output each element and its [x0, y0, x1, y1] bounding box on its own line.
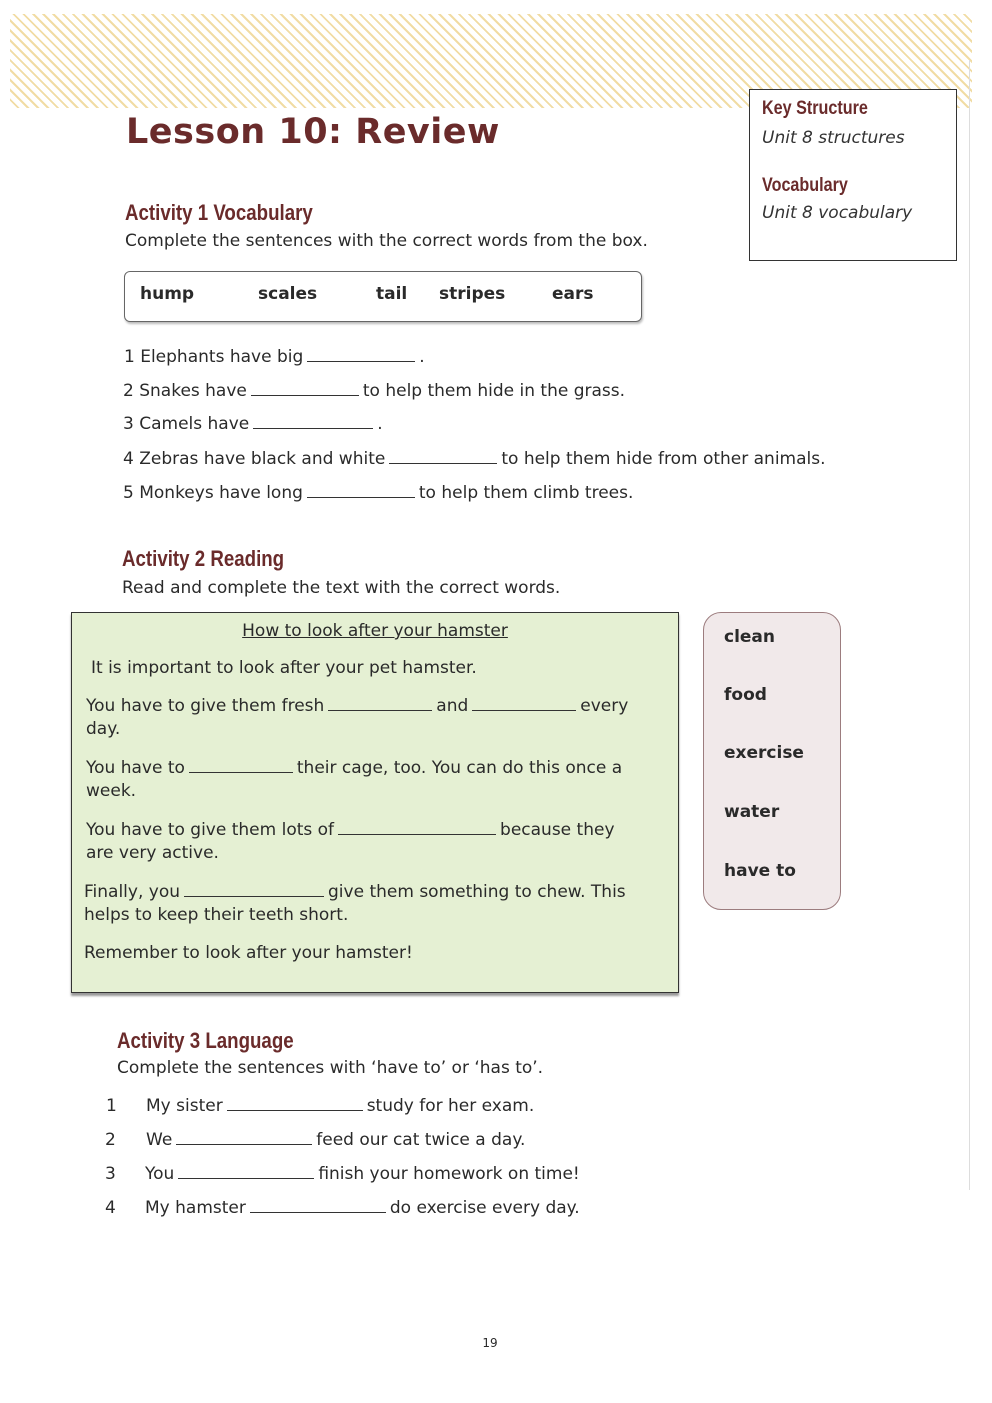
word-stripes: stripes	[439, 284, 506, 304]
word-water: water	[724, 802, 780, 822]
sentence-text: .	[419, 347, 425, 367]
word-have-to: have to	[724, 861, 796, 881]
text: are very active.	[86, 843, 219, 863]
item-number: 1	[106, 1096, 117, 1116]
text: day.	[86, 719, 121, 739]
key-structure-box	[749, 89, 957, 261]
key-structure-heading: Key Structure	[762, 98, 868, 119]
text: their cage, too. You can do this once a	[296, 758, 623, 778]
answer-blank[interactable]	[251, 381, 359, 396]
answer-blank[interactable]	[389, 449, 497, 464]
text: You have to give them lots of	[86, 820, 335, 840]
answer-blank[interactable]	[307, 347, 415, 362]
answer-blank[interactable]	[178, 1164, 314, 1179]
reading-paragraph	[86, 757, 666, 803]
text: week.	[86, 781, 137, 801]
activity3-instruction: Complete the sentences with ‘have to’ or ‘has to’.	[117, 1058, 544, 1078]
key-structure-text: Unit 8 structures	[762, 128, 905, 148]
text: because they	[500, 820, 615, 840]
sentence-text: to help them hide in the grass.	[362, 381, 626, 401]
page-title: Lesson 10: Review	[126, 112, 500, 152]
activity1-sentence	[123, 414, 383, 434]
activity3-item	[105, 1164, 580, 1184]
text: helps to keep their teeth short.	[84, 905, 349, 925]
reading-title-row	[72, 621, 678, 641]
activity1-instruction: Complete the sentences with the correct words from the box.	[125, 231, 648, 251]
activity3-heading: Activity 3 Language	[117, 1028, 294, 1053]
page-edge-line	[969, 60, 970, 1190]
sentence-text: to help them hide from other animals.	[501, 449, 826, 469]
text: study for her exam.	[366, 1096, 535, 1116]
activity1-heading: Activity 1 Vocabulary	[125, 200, 313, 225]
text: You have to	[86, 758, 185, 778]
activity3-item	[106, 1096, 534, 1116]
text: My hamster	[145, 1198, 246, 1218]
activity3-item	[105, 1130, 525, 1150]
text: You have to give them fresh	[86, 696, 325, 716]
answer-blank[interactable]	[307, 483, 415, 498]
reading-paragraph	[86, 819, 666, 865]
answer-blank[interactable]	[328, 696, 432, 711]
sentence-text: to help them climb trees.	[418, 483, 634, 503]
answer-blank[interactable]	[176, 1130, 312, 1145]
reading-paragraph	[84, 881, 664, 927]
item-number: 4	[105, 1198, 116, 1218]
answer-blank[interactable]	[250, 1198, 386, 1213]
reading-text-box	[71, 612, 679, 993]
activity2-word-box	[703, 612, 841, 910]
text: You	[145, 1164, 175, 1184]
word-exercise: exercise	[724, 743, 804, 763]
activity2-heading: Activity 2 Reading	[122, 546, 285, 571]
sentence-text: 4 Zebras have black and white	[123, 449, 386, 469]
text: give them something to chew. This	[328, 882, 626, 902]
word-food: food	[724, 685, 767, 705]
reading-closing: Remember to look after your hamster!	[84, 943, 413, 963]
word-ears: ears	[552, 284, 594, 304]
reading-intro: It is important to look after your pet hamster.	[91, 658, 477, 678]
page-number: 19	[482, 1336, 498, 1350]
sentence-text: 2 Snakes have	[123, 381, 247, 401]
text: We	[146, 1130, 173, 1150]
text: do exercise every day.	[389, 1198, 580, 1218]
reading-title: How to look after your hamster	[242, 621, 508, 641]
sentence-text: 1 Elephants have big	[124, 347, 304, 367]
reading-paragraph	[86, 695, 666, 741]
activity3-item	[105, 1198, 580, 1218]
activity2-instruction: Read and complete the text with the correct words.	[122, 578, 561, 598]
activity1-word-box	[124, 271, 642, 322]
activity1-sentence	[123, 381, 625, 401]
answer-blank[interactable]	[338, 820, 496, 835]
answer-blank[interactable]	[227, 1096, 363, 1111]
word-hump: hump	[140, 284, 195, 304]
word-scales: scales	[258, 284, 318, 304]
answer-blank[interactable]	[184, 882, 324, 897]
vocabulary-heading: Vocabulary	[762, 175, 848, 196]
word-clean: clean	[724, 627, 776, 647]
text: feed our cat twice a day.	[316, 1130, 526, 1150]
text: and	[436, 696, 469, 716]
item-number: 2	[105, 1130, 116, 1150]
sentence-text: .	[377, 414, 383, 434]
vocabulary-text: Unit 8 vocabulary	[762, 203, 913, 223]
sentence-text: 5 Monkeys have long	[123, 483, 303, 503]
word-tail: tail	[376, 284, 408, 304]
item-number: 3	[105, 1164, 116, 1184]
activity1-sentence	[123, 449, 826, 469]
answer-blank[interactable]	[472, 696, 576, 711]
activity1-sentence	[124, 347, 425, 367]
text: Finally, you	[84, 882, 181, 902]
activity1-sentence	[123, 483, 633, 503]
text: finish your homework on time!	[318, 1164, 580, 1184]
answer-blank[interactable]	[253, 414, 373, 429]
answer-blank[interactable]	[189, 758, 293, 773]
text: My sister	[146, 1096, 223, 1116]
text: every	[580, 696, 629, 716]
sentence-text: 3 Camels have	[123, 414, 250, 434]
